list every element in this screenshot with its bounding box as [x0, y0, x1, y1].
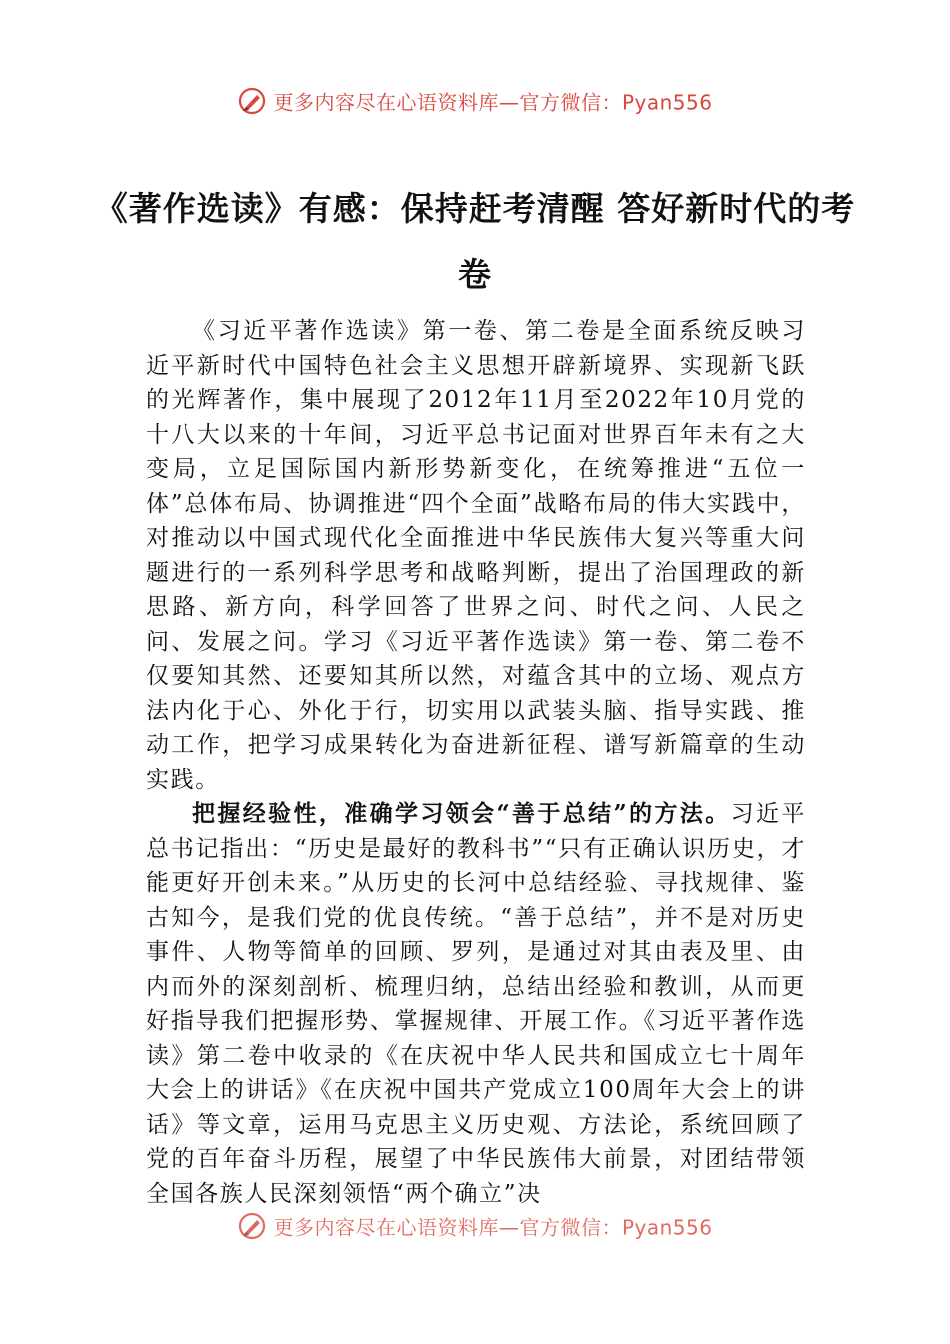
article-title: 《著作选读》有感：保持赶考清醒 答好新时代的考卷 — [94, 189, 856, 294]
watermark-footer — [0, 1211, 950, 1241]
paragraph-lead: 把握经验性，准确学习领会“善于总结”的方法。 — [192, 800, 731, 827]
pen-nib-logo-icon — [237, 86, 267, 116]
paragraph — [146, 314, 806, 797]
paragraph-text: 习近平总书记指出：“历史是最好的教科书”“只有正确认识历史，才能更好开创未来。”从历史的长河中总结经验、寻找规律、鉴古知今，是我们党的优良传统。“善于总结”，并不是对历史事件、人物等简单的回顾、罗列，是通过对其由表及里、由内而外的深刻剖析、梳理归纳，总结出经验和教训，从而更好指导我们把握形势、掌握规律、开展工作。《习近平著作选读》第二卷中收录的《在庆祝中华人民共和国成立七十周年大会上的讲话》《在庆祝中国共产党成立100周年大会上的讲话》等文章，运用马克思主义历史观、方法论，系统回顾了党的百年奋斗历程，展望了中华民族伟大前景，对团结带领全国各族人民深刻领悟“两个确立”决 — [146, 801, 806, 1207]
paragraph — [146, 797, 806, 1211]
watermark-text: 更多内容尽在心语资料库—官方微信：Pyan556 — [273, 1215, 713, 1240]
article-body — [146, 314, 806, 1211]
watermark-text: 更多内容尽在心语资料库—官方微信：Pyan556 — [273, 90, 713, 115]
watermark-header — [0, 86, 950, 116]
pen-nib-logo-icon — [237, 1211, 267, 1241]
paragraph-text: 《习近平著作选读》第一卷、第二卷是全面系统反映习近平新时代中国特色社会主义思想开辟新境界、实现新飞跃的光辉著作，集中展现了2012年11月至2022年10月党的十八大以来的十年间，习近平总书记面对世界百年未有之大变局，立足国际国内新形势新变化，在统筹推进“五位一体”总体布局、协调推进“四个全面”战略布局的伟大实践中，对推动以中国式现代化全面推进中华民族伟大复兴等重大问题进行的一系列科学思考和战略判断，提出了治国理政的新思路、新方向，科学回答了世界之问、时代之问、人民之问、发展之问。学习《习近平著作选读》第一卷、第二卷不仅要知其然、还要知其所以然，对蕴含其中的立场、观点方法内化于心、外化于行，切实用以武装头脑、指导实践、推动工作，把学习成果转化为奋进新征程、谱写新篇章的生动实践。 — [146, 318, 806, 793]
